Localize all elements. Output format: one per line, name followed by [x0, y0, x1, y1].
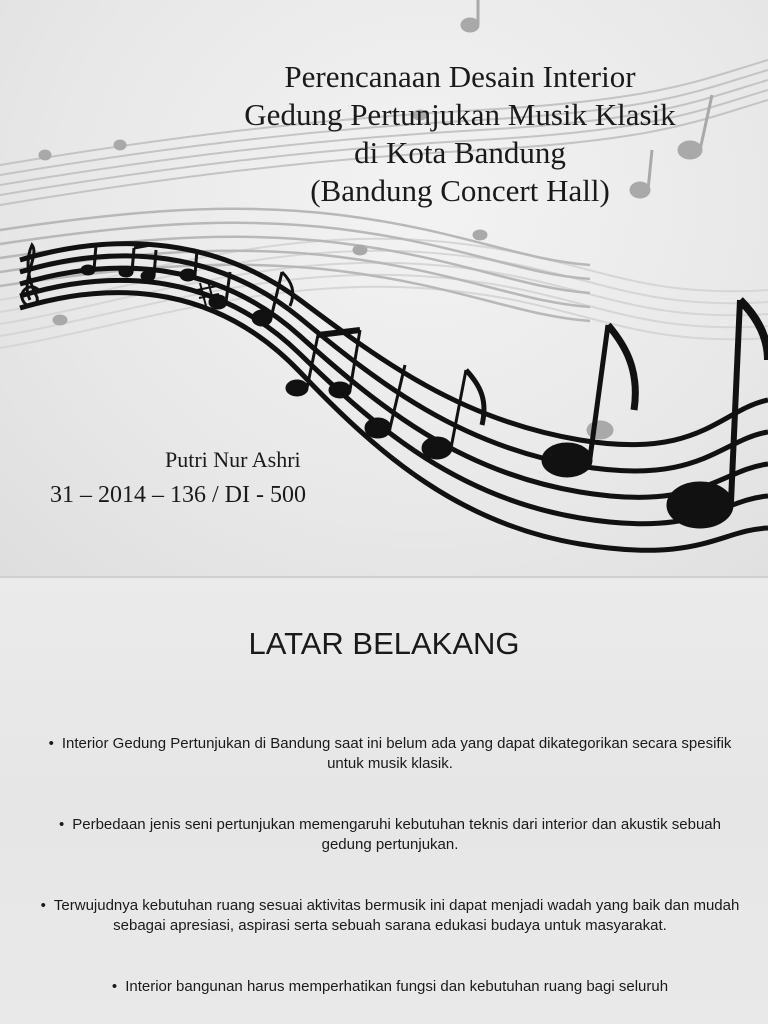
bullet-text: Perbedaan jenis seni pertunjukan memengaruhi kebutuhan teknis dari interior dan akustik sebuah gedung pertunjukan. [72, 816, 721, 853]
title-line: (Bandung Concert Hall) [310, 173, 610, 208]
bullet-icon: • [40, 897, 46, 914]
bullet-item [40, 815, 740, 854]
bullet-icon: • [111, 978, 118, 995]
slide-heading: LATAR BELAKANG [248, 626, 520, 661]
title-line: Gedung Pertunjukan Musik Klasik [244, 97, 676, 132]
bullet-icon: • [48, 735, 54, 752]
title-line: di Kota Bandung [354, 135, 566, 170]
author-name: Putri Nur Ashri [165, 447, 301, 472]
presentation-title [180, 58, 740, 210]
bullet-item [40, 734, 740, 773]
background-slide [0, 578, 768, 1024]
bullet-text: Interior bangunan harus memperhatikan fungsi dan kebutuhan ruang bagi seluruh [125, 978, 669, 995]
bullet-icon: • [58, 816, 65, 833]
author-student-id: 31 – 2014 – 136 / DI - 500 [50, 482, 306, 508]
bullet-text: Interior Gedung Pertunjukan di Bandung saat ini belum ada yang dapat dikategorikan secara spesifik untuk musik klasik. [61, 735, 732, 772]
title-line: Perencanaan Desain Interior [284, 59, 636, 94]
bullet-list [40, 734, 740, 1024]
bullet-text: Terwujudnya kebutuhan ruang sesuai aktivitas bermusik ini dapat menjadi wadah yang baik dan mudah sebagai apresiasi, aspirasi serta sebuah sarana edukasi budaya untuk masyarakat. [53, 897, 740, 934]
bullet-item [40, 896, 740, 935]
bullet-item [40, 977, 740, 997]
